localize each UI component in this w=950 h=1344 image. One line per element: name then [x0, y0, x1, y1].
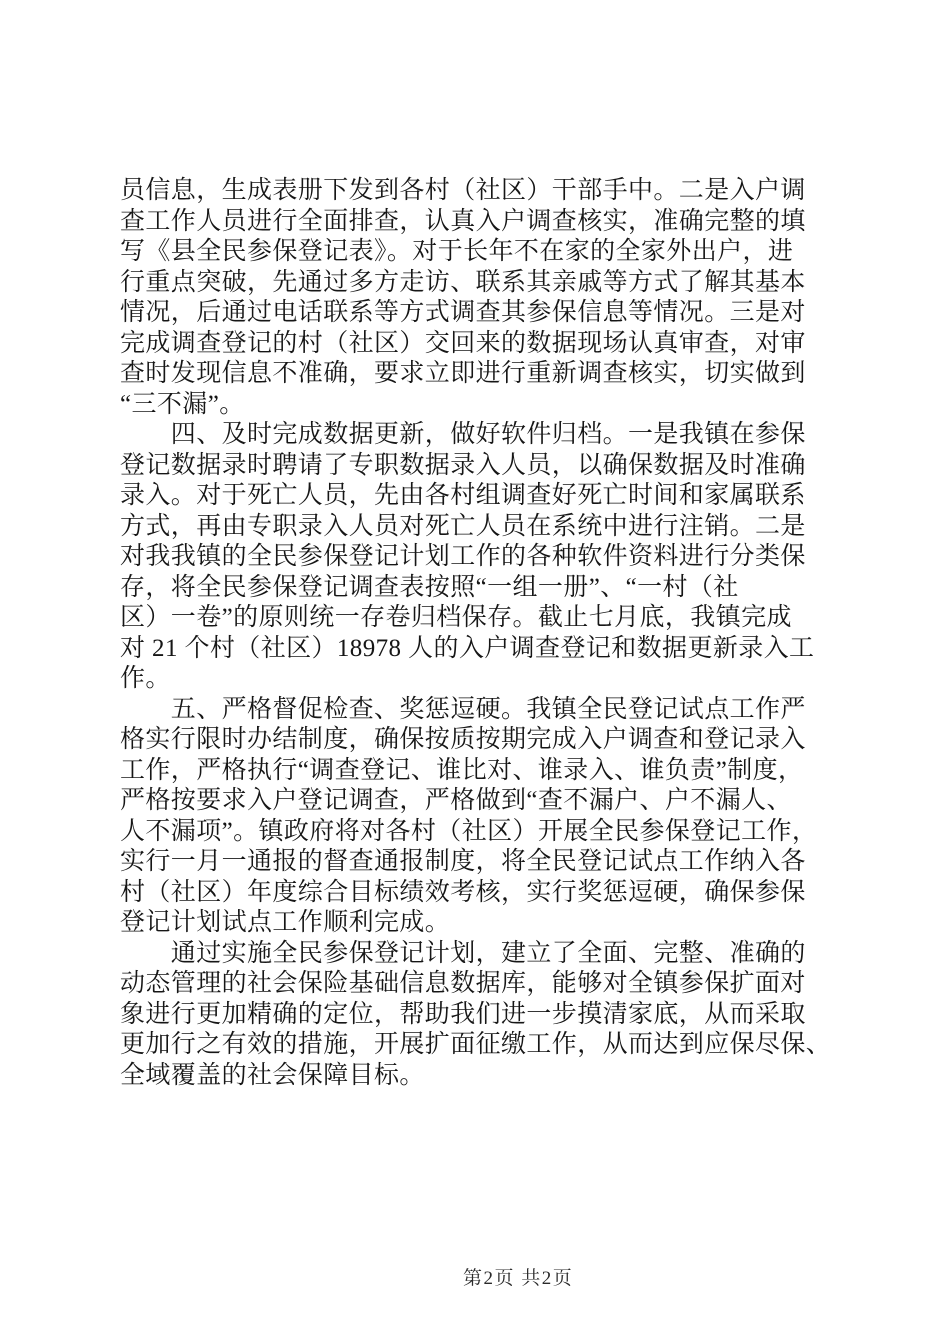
- text-line: 查时发现信息不准确，要求立即进行重新调查核实，切实做到: [120, 360, 806, 387]
- text-line: 行重点突破，先通过多方走访、联系其亲戚等方式了解其基本: [120, 268, 806, 296]
- text-line: 全域覆盖的社会保障目标。: [120, 1061, 425, 1089]
- text-line: 严格按要求入户登记调查，严格做到“查不漏户、户不漏人、: [120, 787, 792, 814]
- text-line: 更加行之有效的措施，开展扩面征缴工作，从而达到应保尽保、: [120, 1031, 832, 1058]
- text-line: “三不漏”。: [120, 390, 245, 418]
- text-line: 工作，严格执行“调查登记、谁比对、谁录入、谁负责”制度，: [120, 756, 804, 784]
- text-line: 完成调查登记的村（社区）交回来的数据现场认真审查，对审: [120, 329, 806, 357]
- page-footer: [438, 1241, 573, 1312]
- text-line: 方式，再由专职录入人员对死亡人员在系统中进行注销。二是: [120, 512, 806, 540]
- text-line: 五、严格督促检查、奖惩逗硬。我镇全民登记试点工作严: [120, 695, 806, 723]
- text-line: 登记数据录时聘请了专职数据录入人员，以确保数据及时准确: [120, 451, 806, 479]
- document-body: [120, 176, 860, 1091]
- text-line: 对我我镇的全民参保登记计划工作的各种软件资料进行分类保: [120, 543, 806, 570]
- text-line: 象进行更加精确的定位，帮助我们进一步摸清家底，从而采取: [120, 1000, 806, 1028]
- text-line: 通过实施全民参保登记计划，建立了全面、完整、准确的: [120, 939, 806, 967]
- text-line: 村（社区）年度综合目标绩效考核，实行奖惩逗硬，确保参保: [120, 878, 806, 906]
- text-line: 录入。对于死亡人员，先由各村组调查好死亡时间和家属联系: [120, 482, 806, 509]
- page-number-label: 第2页 共2页: [463, 1268, 574, 1289]
- text-line: 实行一月一通报的督查通报制度，将全民登记试点工作纳入各: [120, 848, 806, 875]
- text-line: 对 21 个村（社区）18978 人的入户调查登记和数据更新录入工: [120, 634, 815, 662]
- text-line: 作。: [120, 665, 171, 692]
- text-line: 区）一卷”的原则统一存卷归档保存。截止七月底，我镇完成: [120, 604, 792, 631]
- text-line: 员信息，生成表册下发到各村（社区）干部手中。二是入户调: [120, 177, 806, 204]
- text-line: 存，将全民参保登记调查表按照“一组一册”、“一村（社: [120, 573, 739, 601]
- text-line: 人不漏项”。镇政府将对各村（社区）开展全民参保登记工作，: [120, 817, 818, 845]
- text-line: 格实行限时办结制度，确保按质按期完成入户调查和登记录入: [120, 726, 806, 753]
- text-line: 情况，后通过电话联系等方式调查其参保信息等情况。三是对: [120, 299, 806, 326]
- text-line: 查工作人员进行全面排查，认真入户调查核实，准确完整的填: [120, 207, 806, 235]
- text-line: 登记计划试点工作顺利完成。: [120, 909, 451, 936]
- text-line: 动态管理的社会保险基础信息数据库，能够对全镇参保扩面对: [120, 970, 806, 997]
- text-line: 写《县全民参保登记表》。对于长年不在家的全家外出户，进: [120, 238, 794, 265]
- text-line: 四、及时完成数据更新，做好软件归档。一是我镇在参保: [120, 421, 806, 448]
